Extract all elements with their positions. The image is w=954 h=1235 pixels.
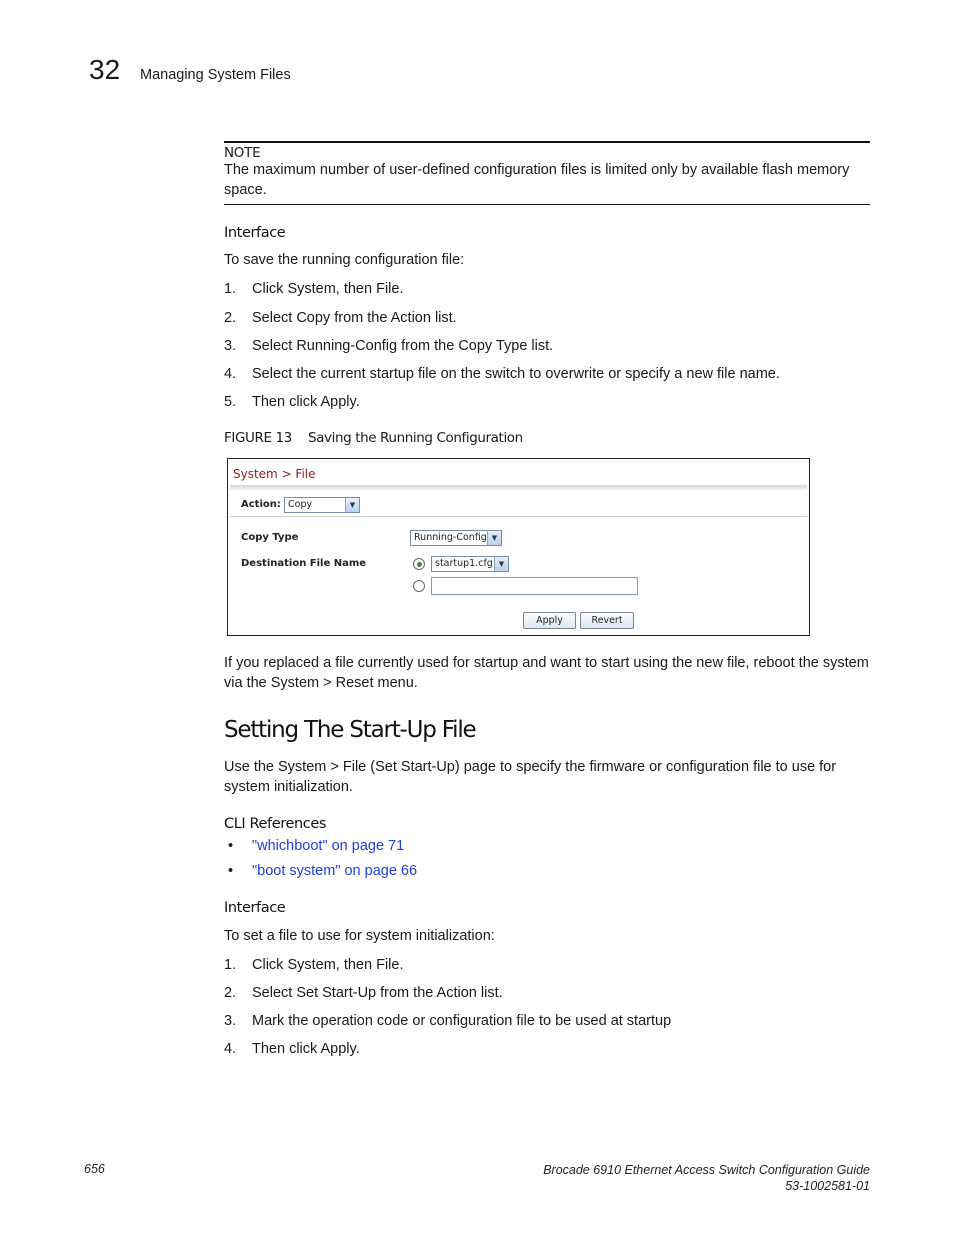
action-label: Action:	[241, 499, 281, 510]
startup-intro: Use the System > File (Set Start-Up) page to specify the firmware or configuration file to use for system initialization.	[224, 759, 837, 795]
figure-label: FIGURE 13	[224, 430, 292, 446]
cli-ref-item	[228, 837, 404, 855]
bullet-icon: •	[228, 863, 234, 879]
chapter-number: 32	[89, 54, 121, 85]
save-step-1	[224, 280, 404, 298]
apply-button[interactable]: Apply	[523, 612, 576, 629]
step-text: Mark the operation code or configuration file to be used at startup	[252, 1013, 672, 1029]
cli-ref-item	[228, 862, 417, 880]
bullet-icon: •	[228, 838, 234, 854]
step-number: 2.	[224, 310, 237, 326]
destination-file-label: Destination File Name	[241, 558, 367, 569]
note-rule-top	[224, 141, 870, 143]
note-rule-bottom	[224, 204, 870, 205]
step-number: 1.	[224, 957, 237, 973]
save-intro: To save the running configuration file:	[224, 252, 465, 268]
step-number: 2.	[224, 985, 237, 1001]
startup-step-3	[224, 1012, 671, 1030]
startup-step-2	[224, 984, 503, 1002]
step-number: 4.	[224, 366, 237, 382]
after-figure-text: If you replaced a file currently used for startup and want to start using the new file, reboot the system via the System > Reset menu.	[224, 655, 869, 691]
save-step-5	[224, 393, 360, 411]
step-number: 1.	[224, 281, 237, 297]
step-number: 3.	[224, 1013, 237, 1029]
step-text: Then click Apply.	[252, 394, 360, 410]
chevron-down-icon: ▼	[494, 557, 508, 571]
whichboot-link[interactable]: "whichboot" on page 71	[252, 838, 405, 854]
save-step-3	[224, 337, 553, 355]
section-title: Setting The Start-Up File	[224, 717, 476, 743]
destination-existing-radio[interactable]	[413, 558, 425, 570]
startup-step-1	[224, 956, 404, 974]
step-text: Select the current startup file on the switch to overwrite or specify a new file name.	[252, 366, 780, 382]
startup-interface-intro: To set a file to use for system initialization:	[224, 928, 495, 944]
figure-caption	[224, 430, 523, 446]
note-text: The maximum number of user-defined configuration files is limited only by available flash memory space.	[224, 162, 850, 198]
step-number: 3.	[224, 338, 237, 354]
destination-file-select[interactable]	[431, 556, 509, 572]
panel-separator	[230, 516, 807, 517]
step-text: Then click Apply.	[252, 1041, 360, 1057]
boot-system-link[interactable]: "boot system" on page 66	[252, 863, 418, 879]
note-label: NOTE	[224, 145, 261, 161]
chapter-title: Managing System Files	[140, 67, 291, 83]
interface-heading: Interface	[224, 225, 286, 241]
chevron-down-icon: ▼	[487, 531, 501, 545]
revert-button[interactable]: Revert	[580, 612, 634, 629]
interface-heading-2: Interface	[224, 900, 286, 916]
cli-references-heading: CLI References	[224, 816, 327, 832]
footer-info	[543, 1162, 870, 1194]
step-number: 5.	[224, 394, 237, 410]
page-number: 656	[84, 1162, 105, 1176]
step-number: 4.	[224, 1041, 237, 1057]
destination-file-select-value: startup1.cfg	[435, 558, 493, 569]
action-select-value: Copy	[288, 499, 313, 510]
copy-type-select-value: Running-Config	[414, 532, 487, 543]
save-step-4	[224, 365, 780, 383]
step-text: Click System, then File.	[252, 281, 404, 297]
save-step-2	[224, 309, 457, 327]
panel-title: System > File	[233, 467, 316, 481]
destination-new-radio[interactable]	[413, 580, 425, 592]
doc-number: 53-1002581-01	[785, 1179, 870, 1193]
figure-caption-text: Saving the Running Configuration	[308, 430, 523, 446]
copy-type-label: Copy Type	[241, 532, 299, 543]
destination-file-input[interactable]	[431, 577, 638, 595]
step-text: Select Set Start-Up from the Action list.	[252, 985, 503, 1001]
panel-title-bar	[230, 485, 807, 490]
step-text: Select Copy from the Action list.	[252, 310, 457, 326]
action-select[interactable]	[284, 497, 360, 513]
system-file-panel	[227, 458, 810, 636]
copy-type-select[interactable]	[410, 530, 502, 546]
step-text: Click System, then File.	[252, 957, 404, 973]
step-text: Select Running-Config from the Copy Type list.	[252, 338, 554, 354]
guide-title: Brocade 6910 Ethernet Access Switch Configuration Guide	[543, 1163, 870, 1177]
startup-step-4	[224, 1040, 360, 1058]
chevron-down-icon: ▼	[345, 498, 359, 512]
